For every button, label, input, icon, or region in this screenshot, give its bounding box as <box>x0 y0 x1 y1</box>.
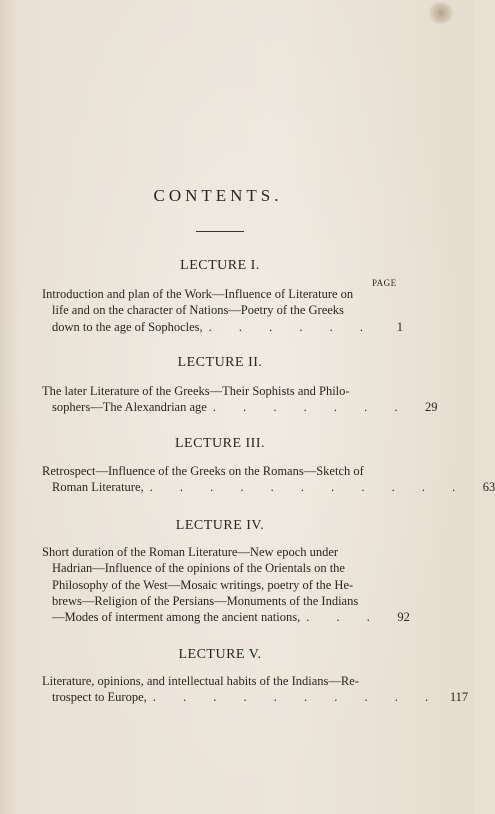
entry-line: Retrospect—Influence of the Greeks on the Romans—Sketch of <box>42 464 364 478</box>
entry-line: Introduction and plan of the Work—Influence of Literature on <box>42 287 354 301</box>
dot-leader: . . . . . . <box>208 319 376 334</box>
lecture-2-title: LECTURE II. <box>177 355 263 370</box>
entry-line: The later Literature of the Greeks—Their Sophists and Philo- <box>42 384 350 398</box>
page-number: 29 <box>424 400 438 415</box>
page-number: 92 <box>397 610 410 625</box>
page-column-label: PAGE <box>372 278 397 288</box>
page-number: 1 <box>396 319 404 334</box>
dot-leader: . . . . . . . <box>212 400 410 415</box>
entry-last-line <box>42 319 402 335</box>
entry-line: brews—Religion of the Persians—Monuments of the Indians <box>52 593 359 608</box>
lecture-3-title: LECTURE III. <box>175 436 265 451</box>
entry-last-line <box>42 689 469 705</box>
dot-leader: . . . . . . . . . . . <box>149 480 468 495</box>
entry-line-text: sophers—The Alexandrian age <box>52 400 207 415</box>
paper-stain <box>428 2 454 24</box>
entry-line: Hadrian—Influence of the opinions of the Orientals on the <box>52 561 345 576</box>
entry-line: Philosophy of the West—Mosaic writings, poetry of the He- <box>52 577 354 592</box>
page-number: 63 <box>482 480 495 495</box>
lecture-4-title: LECTURE IV. <box>175 518 265 533</box>
lecture-4-entry <box>42 544 410 625</box>
entry-last-line <box>42 609 410 625</box>
entry-line: Literature, opinions, and intellectual habits of the Indians—Re- <box>42 674 359 688</box>
dot-leader: . . . <box>306 610 382 625</box>
entry-line: life and on the character of Nations—Poetry of the Greeks <box>52 303 344 318</box>
entry-last-line <box>42 479 495 495</box>
entry-line-text: —Modes of interment among the ancient nations, <box>52 610 301 625</box>
dot-leader: . . . . . . . . . . <box>152 690 441 705</box>
entry-last-line <box>42 399 438 415</box>
entry-line-text: Roman Literature, <box>52 480 144 495</box>
lecture-1-title: LECTURE I. <box>180 258 260 273</box>
lecture-1-entry <box>42 286 402 335</box>
lecture-5-title: LECTURE V. <box>178 647 262 662</box>
entry-line: Short duration of the Roman Literature—New epoch under <box>42 545 339 559</box>
entry-line-text: down to the age of Sophocles, <box>52 319 203 334</box>
lecture-5-entry <box>42 673 469 706</box>
lecture-3-entry <box>42 463 495 496</box>
heading-rule <box>196 231 244 232</box>
contents-heading: CONTENTS. <box>153 186 283 205</box>
page-number: 117 <box>449 690 469 705</box>
lecture-2-entry <box>42 383 438 416</box>
entry-line-text: trospect to Europe, <box>52 690 147 705</box>
